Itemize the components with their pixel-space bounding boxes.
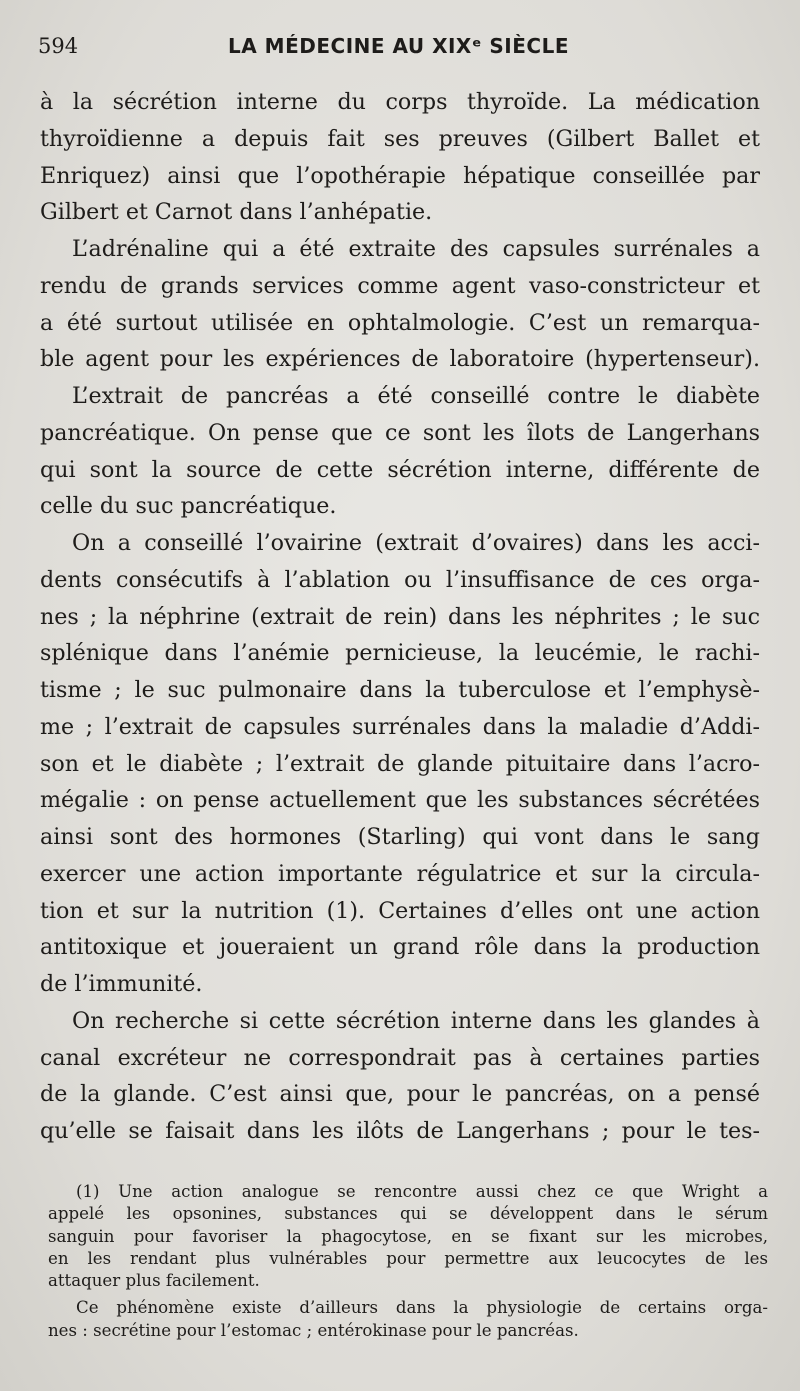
text-line: pancréatique. On pense que ce sont les îlots de Langerhans: [40, 419, 760, 446]
page-header: [38, 32, 760, 66]
footnote-line: Ce phénomène existe d’ailleurs dans la physiologie de certains orga-: [76, 1298, 768, 1318]
text-line: On recherche si cette sécrétion interne dans les glandes à: [72, 1007, 760, 1034]
text-line: exercer une action importante régulatrice et sur la circula-: [40, 860, 760, 887]
text-line: celle du suc pancréatique.: [40, 493, 337, 520]
text-line: de l’immunité.: [40, 971, 203, 997]
footnote-line: attaquer plus facilement.: [48, 1271, 260, 1291]
footnote-line: en les rendant plus vulnérables pour permettre aux leucocytes de les: [48, 1248, 768, 1268]
text-line: tisme ; le suc pulmonaire dans la tuberculose et l’emphysè-: [40, 677, 760, 703]
text-line: On a conseillé l’ovairine (extrait d’ovaires) dans les acci-: [72, 530, 760, 556]
text-line: rendu de grands services comme agent vaso-constricteur et: [40, 272, 760, 299]
text-line: splénique dans l’anémie pernicieuse, la leucémie, le rachi-: [40, 640, 760, 667]
text-line: son et le diabète ; l’extrait de glande pituitaire dans l’acro-: [40, 750, 760, 777]
text-line: a été surtout utilisée en ophtalmologie. C’est un remarqua-: [40, 309, 760, 336]
text-line: tion et sur la nutrition (1). Certaines d’elles ont une action: [40, 897, 760, 924]
footnote-line: (1) Une action analogue se rencontre aussi chez ce que Wright a: [76, 1182, 768, 1201]
text-line: Gilbert et Carnot dans l’anhépatie.: [40, 199, 433, 226]
text-line: L’adrénaline qui a été extraite des capsules surrénales a: [72, 236, 760, 262]
text-line: dents consécutifs à l’ablation ou l’insuffisance de ces orga-: [40, 566, 760, 593]
footnote-line: nes : secrétine pour l’estomac ; entérokinase pour le pancréas.: [48, 1320, 579, 1340]
text-line: qu’elle se faisait dans les ilôts de Langerhans ; pour le tes-: [40, 1118, 760, 1144]
text-line: mégalie : on pense actuellement que les substances sécrétées: [40, 787, 760, 814]
text-line: antitoxique et joueraient un grand rôle dans la production: [40, 934, 760, 961]
text-line: L’extrait de pancréas a été conseillé contre le diabète: [72, 383, 760, 409]
footnote-line: appelé les opsonines, substances qui se développent dans le sérum: [48, 1204, 768, 1224]
text-line: thyroïdienne a depuis fait ses preuves (Gilbert Ballet et: [40, 125, 760, 152]
text-line: ainsi sont des hormones (Starling) qui vont dans le sang: [40, 824, 760, 850]
text-line: Enriquez) ainsi que l’opothérapie hépatique conseillée par: [40, 162, 760, 189]
text-line: me ; l’extrait de capsules surrénales dans la maladie d’Addi-: [40, 713, 760, 740]
text-line: qui sont la source de cette sécrétion interne, différente de: [40, 456, 760, 483]
footnote-line: sanguin pour favoriser la phagocytose, en se fixant sur les microbes,: [48, 1226, 768, 1246]
text-line: de la glande. C’est ainsi que, pour le pancréas, on a pensé: [40, 1081, 760, 1108]
text-line: canal excréteur ne correspondrait pas à certaines parties: [40, 1044, 760, 1071]
body-text: [40, 84, 760, 1150]
text-line: à la sécrétion interne du corps thyroïde. La médication: [40, 89, 760, 115]
running-title: LA MÉDECINE AU XIXᵉ SIÈCLE: [228, 34, 569, 58]
page-number: 594: [38, 34, 79, 58]
text-line: nes ; la néphrine (extrait de rein) dans les néphrites ; le suc: [40, 603, 760, 630]
footnotes: [48, 1181, 768, 1342]
text-line: ble agent pour les expériences de laboratoire (hypertenseur).: [40, 346, 760, 373]
